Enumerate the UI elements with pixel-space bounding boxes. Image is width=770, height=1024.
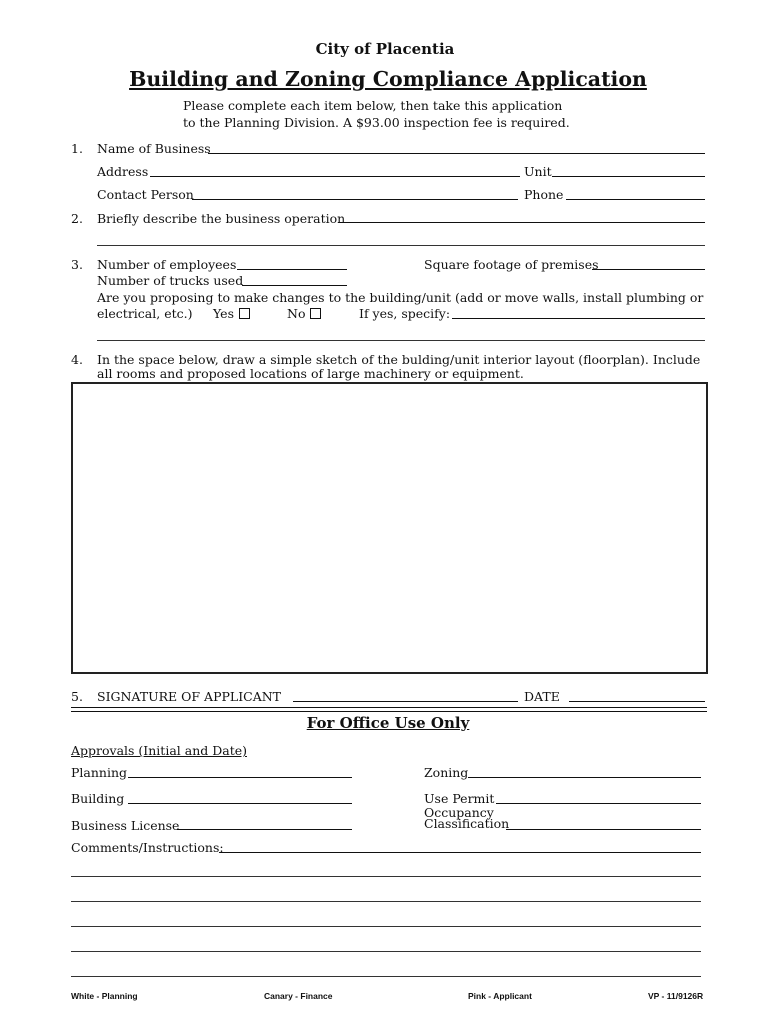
yes-checkbox[interactable]: [239, 308, 250, 319]
comments-field[interactable]: [219, 852, 701, 853]
section-5-number: 5.: [71, 689, 83, 704]
unit-field[interactable]: [552, 176, 705, 177]
signature-field[interactable]: [293, 701, 518, 702]
if-yes-field[interactable]: [452, 318, 705, 319]
contact-person-label: Contact Person: [97, 187, 194, 202]
section-4-number: 4.: [71, 352, 83, 367]
footer-canary-copy: Canary - Finance: [264, 991, 333, 1001]
no-checkbox[interactable]: [310, 308, 321, 319]
trucks-label: Number of trucks used: [97, 273, 244, 288]
signature-label: SIGNATURE OF APPLICANT: [97, 689, 281, 704]
employees-label: Number of employees: [97, 257, 237, 272]
use-permit-field[interactable]: [496, 803, 701, 804]
date-label: DATE: [524, 689, 560, 704]
sketch-instructions-line-1: In the space below, draw a simple sketch of the bulding/unit interior layout (floorplan). Include: [97, 352, 701, 367]
page-title: Building and Zoning Compliance Application: [129, 67, 647, 91]
section-1-number: 1.: [71, 141, 83, 156]
footer-white-copy: White - Planning: [71, 991, 138, 1001]
square-footage-label: Square footage of premises: [424, 257, 599, 272]
zoning-label: Zoning: [424, 765, 469, 780]
business-operation-field-line-2[interactable]: [97, 245, 705, 246]
form-code: VP - 11/9126R: [648, 991, 704, 1001]
comments-line-3[interactable]: [71, 901, 701, 902]
trucks-field[interactable]: [242, 285, 347, 286]
instructions-line-1: Please complete each item below, then take this application: [183, 98, 563, 113]
yes-option[interactable]: [213, 306, 250, 321]
planning-field[interactable]: [128, 777, 352, 778]
no-label: No: [287, 306, 306, 321]
office-use-title: For Office Use Only: [306, 714, 470, 732]
planning-label: Planning: [71, 765, 128, 780]
classification-label: Classification: [424, 816, 510, 831]
business-license-label: Business License: [71, 818, 180, 833]
comments-line-6[interactable]: [71, 976, 701, 977]
building-field[interactable]: [128, 803, 352, 804]
comments-line-4[interactable]: [71, 926, 701, 927]
date-field[interactable]: [569, 701, 705, 702]
building-label: Building: [71, 791, 125, 806]
instructions-line-2: to the Planning Division. A $93.00 inspection fee is required.: [183, 115, 570, 130]
address-label: Address: [97, 164, 149, 179]
square-footage-field[interactable]: [592, 269, 705, 270]
yes-label: Yes: [213, 306, 234, 321]
comments-line-2[interactable]: [71, 876, 701, 877]
changes-question-line-1: Are you proposing to make changes to the building/unit (add or move walls, install plumbing or: [97, 290, 704, 305]
zoning-field[interactable]: [468, 777, 701, 778]
if-yes-label: If yes, specify:: [359, 306, 451, 321]
contact-person-field[interactable]: [192, 199, 518, 200]
unit-label: Unit: [524, 164, 552, 179]
address-field[interactable]: [150, 176, 520, 177]
footer-pink-copy: Pink - Applicant: [468, 991, 532, 1001]
business-name-label: Name of Business: [97, 141, 211, 156]
occupancy-classification-field[interactable]: [506, 829, 701, 830]
no-option[interactable]: [287, 306, 321, 321]
occupancy-label: Occupancy: [424, 805, 494, 820]
business-name-field[interactable]: [208, 153, 705, 154]
business-operation-label: Briefly describe the business operation: [97, 211, 346, 226]
changes-question-line-2: electrical, etc.): [97, 306, 193, 321]
comments-line-5[interactable]: [71, 951, 701, 952]
city-name: City of Placentia: [315, 40, 455, 58]
if-yes-field-line-2[interactable]: [97, 340, 705, 341]
phone-field[interactable]: [566, 199, 705, 200]
business-license-field[interactable]: [177, 829, 352, 830]
approvals-label: Approvals (Initial and Date): [71, 743, 247, 758]
section-3-number: 3.: [71, 257, 83, 272]
section-2-number: 2.: [71, 211, 83, 226]
comments-label: Comments/Instructions:: [71, 840, 224, 855]
office-divider: [71, 707, 707, 712]
floorplan-sketch-box[interactable]: [71, 382, 708, 674]
business-operation-field[interactable]: [338, 222, 705, 223]
sketch-instructions-line-2: all rooms and proposed locations of large machinery or equipment.: [97, 366, 524, 381]
phone-label: Phone: [524, 187, 564, 202]
use-permit-label: Use Permit: [424, 791, 495, 806]
employees-field[interactable]: [237, 269, 347, 270]
